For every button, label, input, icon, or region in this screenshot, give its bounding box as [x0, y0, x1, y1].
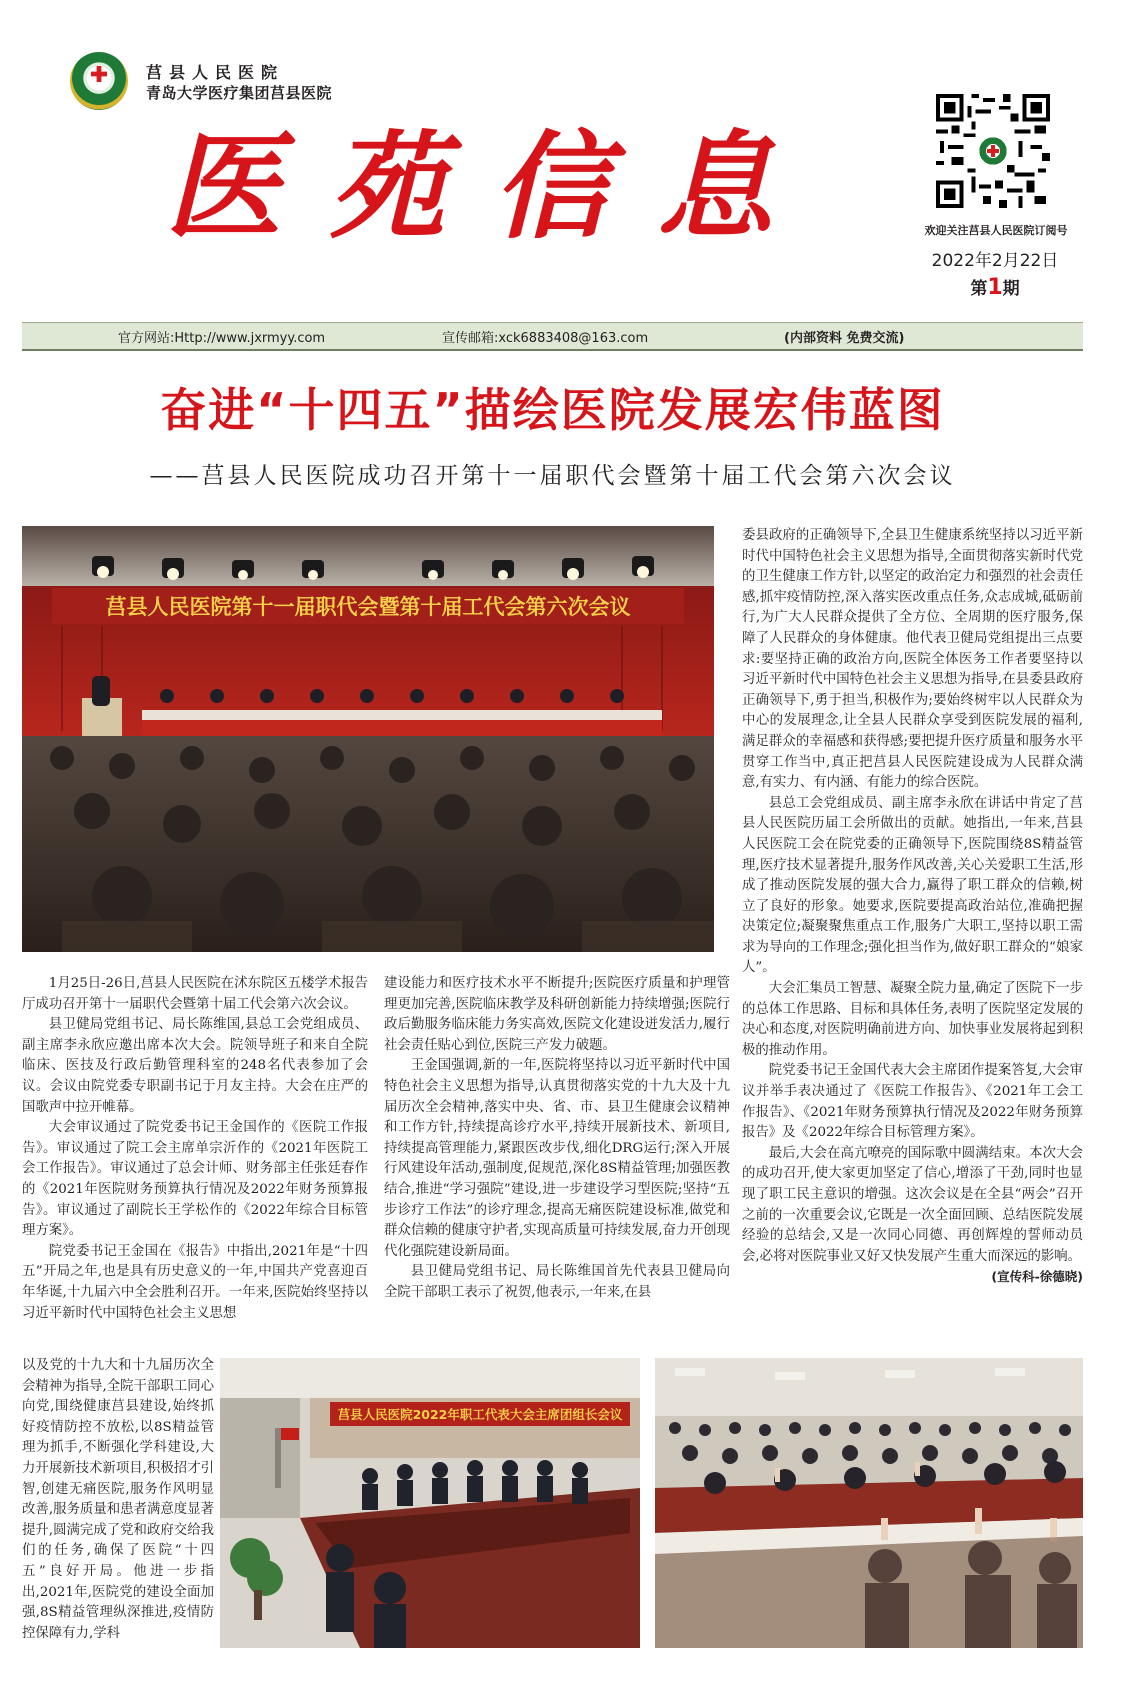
- newspaper-title: 医苑信息: [165, 119, 821, 255]
- article-paragraph: 王金国强调,新的一年,医院将坚持以习近平新时代中国特色社会主义思想为指导,认真贯彻落实党的十九大及十九届历次全会精神,落实中央、省、市、县卫生健康会议精神和工作方针,持续提高诊疗水平,持续开展新技术、新项目,持续提高管理能力,紧跟医改步伐,细化DRG运行;深入开展行风建设年活动,强制度,促规范,深化8S精益管理;加强医教结合,推进“学习强院”建设,进一步建设学习型医院;坚持“五步诊疗工作法”的诊疗理念,提高无痛医院建设标准,做党和群众信赖的健康守护者,实现高质量可持续发展,奋力开创现代化强院建设新局面。: [384, 1058, 730, 1259]
- issue-number: [905, 274, 1085, 300]
- presidium-banner-text: 莒县人民医院2022年职工代表大会主席团组长会议: [337, 1407, 623, 1422]
- hospital-name: 莒县人民医院: [146, 63, 285, 82]
- article-column-3: [742, 526, 1083, 1288]
- author-signature: (宣传科-徐德晓): [991, 1269, 1083, 1285]
- presidium-meeting-photo: [220, 1358, 640, 1648]
- article-paragraph: 委县政府的正确领导下,全县卫生健康系统坚持以习近平新时代中国特色社会主义思想为指导,全面贯彻落实新时代党的卫生健康工作方针,以坚定的政治定力和强烈的社会责任感,抓牢疫情防控,深入落实医改重点任务,众志成城,砥砺前行,为广大人民群众提供了全方位、全周期的医疗服务,保障了人民群众的身体健康。他代表卫健局党组提出三点要求:要坚持正确的政治方向,医院全体医务工作者要坚持以习近平新时代中国特色社会主义思想为指导,在县委县政府正确领导下,勇于担当,积极作为;要始终树牢以人民群众为中心的发展理念,让全县人民群众享受到医院发展的福利,满足群众的幸福感和获得感;要把提升医疗质量和服务水平贯穿工作当中,真正把莒县人民医院建设成为人民群众满意,有实力、有内涵、有能力的综合医院。: [742, 528, 1083, 791]
- headline: 奋进“十四五”描绘医院发展宏伟蓝图: [160, 383, 945, 437]
- article-paragraph: 最后,大会在高亢嘹亮的国际歌中圆满结束。本次大会的成功召开,使大家更加坚定了信心,增添了干劲,同时也显现了职工民主意识的增强。这次会议是在全县“两会”召开之前的一次重要会议,它既是一次全面回顾、总结医院发展经验的总结会,又是一次同心同德、再创辉煌的誓师动员会,必将对医院事业又好又快发展产生重大而深远的影响。: [742, 1145, 1083, 1264]
- hospital-logo: [70, 52, 128, 110]
- article-paragraph: 以及党的十九大和十九届历次全会精神为指导,全院干部职工同心向党,围绕健康莒县建设,始终抓好疫情防控不放松,以8S精益管理为抓手,不断强化学科建设,大力开展新技术新项目,积极招才引智,创建无痛医院,服务作风明显改善,服务质量和患者满意度显著提升,圆满完成了党和政府交给我们的任务,确保了医院“十四五”良好开局。他进一步指出,2021年,医院党的建设全面加强,8S精益管理纵深推进,疫情防控保障有力,学科: [22, 1358, 214, 1641]
- article-paragraph: 县卫健局党组书记、局长陈维国,县总工会党组成员、副主席李永欣应邀出席本次大会。院领导班子和来自全院临床、医技及行政后勤管理科室的248名代表参加了会议。会议由院党委专职副书记于月友主持。大会在庄严的国歌声中拉开帷幕。: [22, 1017, 368, 1115]
- hospital-group-name: 青岛大学医疗集团莒县医院: [146, 84, 333, 102]
- qr-code: [936, 94, 1050, 208]
- conference-hall-photo: [22, 526, 714, 952]
- article-column-1: [22, 974, 368, 1324]
- delegates-voting-photo: [655, 1358, 1083, 1648]
- article-paragraph: 县总工会党组成员、副主席李永欣在讲话中肯定了莒县人民医院历届工会所做出的贡献。她指出,一年来,莒县人民医院工会在院党委的正确领导下,医院围绕8S精益管理,医疗技术显著提升,服务作风改善,关心关爱职工生活,形成了推动医院发展的强大合力,赢得了职工群众的信赖,树立了良好的形象。她要求,医院要提高政治站位,准确把握决策定位;凝聚聚焦重点工作,服务广大职工,坚持以职工需求为导向的工作理念;强化担当作为,做好职工群众的“娘家人”。: [742, 795, 1083, 976]
- article-paragraph: 大会汇集员工智慧、凝聚全院力量,确定了医院下一步的总体工作思路、目标和具体任务,表明了医院坚定发展的决心和态度,对医院明确前进方向、加快事业发展将起到积极的推动作用。: [742, 981, 1083, 1058]
- article-column-2: [384, 974, 730, 1304]
- article-paragraph: 1月25日-26日,莒县人民医院在沭东院区五楼学术报告厅成功召开第十一届职代会暨第十届工代会第六次会议。: [22, 976, 368, 1012]
- email-address[interactable]: 宣传邮箱:xck6883408@163.com: [442, 331, 649, 346]
- internal-note: (内部资料 免费交流): [784, 331, 905, 346]
- hall-banner-text: 莒县人民医院第十一届职代会暨第十届工代会第六次会议: [105, 595, 631, 619]
- article-paragraph: 建设能力和医疗技术水平不断提升;医院医疗质量和护理管理更加完善,医院临床教学及科研创新能力持续增强;医院行政后勤服务临床能力务实高效,医院文化建设迸发活力,履行社会责任贴心到位,医院三产发力破题。: [384, 976, 730, 1053]
- article-paragraph: 大会审议通过了院党委书记王金国作的《医院工作报告》。审议通过了院工会主席单宗沂作的《2021年医院工会工作报告》。审议通过了总会计师、财务部主任张廷春作的《2021年医院财务预算执行情况及2022年财务预算报告》。审议通过了副院长王学松作的《2022年综合目标管理方案》。: [22, 1120, 368, 1239]
- article-paragraph: 县卫健局党组书记、局长陈维国首先代表县卫健局向全院干部职工表示了祝贺,他表示,一年来,在县: [384, 1264, 730, 1300]
- website-link[interactable]: 官方网站:Http://www.jxrmyy.com: [118, 331, 326, 346]
- issue-prefix: 第: [970, 279, 988, 299]
- issue-suffix: 期: [1002, 279, 1020, 299]
- publication-date: 2022年2月22日: [931, 251, 1059, 271]
- qr-caption: 欢迎关注莒县人民医院订阅号: [924, 224, 1068, 237]
- article-paragraph: 院党委书记王金国在《报告》中指出,2021年是“十四五”开局之年,也是具有历史意义的一年,中国共产党喜迎百年华诞,十九届六中全会胜利召开。一年来,医院始终坚持以习近平新时代中国特色社会主义思想: [22, 1243, 368, 1321]
- article-column-1-continued: [22, 1356, 214, 1644]
- subheadline: ——莒县人民医院成功召开第十一届职代会暨第十届工代会第六次会议: [149, 463, 956, 489]
- info-band: [22, 322, 1083, 351]
- issue-number-value: 1: [987, 275, 1003, 300]
- article-paragraph: 院党委书记王金国代表大会主席团作提案答复,大会审议并举手表决通过了《医院工作报告》、《2021年工会工作报告》、《2021年财务预算执行情况及2022年财务预算报告》及《2022年综合目标管理方案》。: [742, 1063, 1083, 1141]
